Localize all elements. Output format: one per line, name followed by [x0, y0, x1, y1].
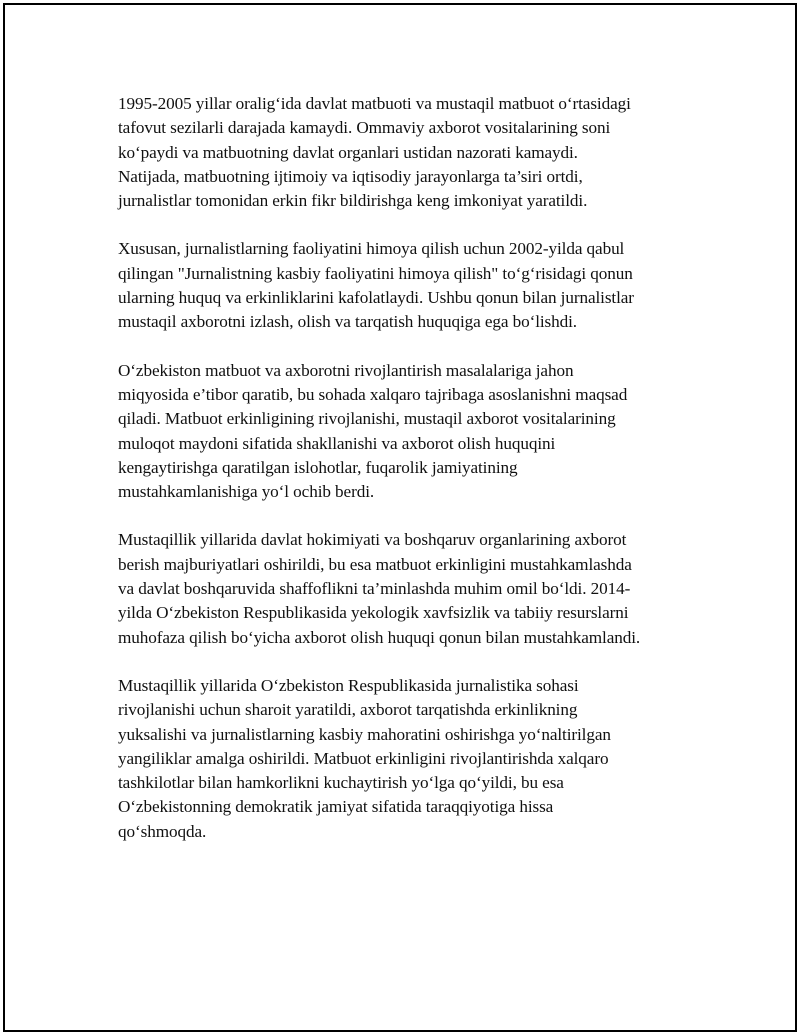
text-line: 1995-2005 yillar oralig‘ida davlat matbuoti va mustaqil matbuot o‘rtasidagi [118, 94, 631, 113]
text-line: yilda O‘zbekiston Respublikasida yekologik xavfsizlik va tabiiy resurslarni [118, 603, 629, 623]
text-line: tafovut sezilarli darajada kamaydi. Ommaviy axborot vositalarining soni [118, 118, 611, 138]
text-line: tashkilotlar bilan hamkorlikni kuchaytirish yo‘lga qo‘yildi, bu esa [118, 773, 564, 793]
text-line: qiladi. Matbuot erkinligining rivojlanishi, mustaqil axborot vositalarining [118, 409, 616, 429]
text-line: Xususan, jurnalistlarning faoliyatini himoya qilish uchun 2002-yilda qabul [118, 239, 625, 259]
text-line: ko‘paydi va matbuotning davlat organlari ustidan nazorati kamaydi. [118, 142, 578, 162]
text-line: yangiliklar amalga oshirildi. Matbuot erkinligini rivojlantirishda xalqaro [118, 748, 609, 768]
text-line: mustahkamlanishiga yo‘l ochib berdi. [118, 482, 375, 502]
text-line: kengaytirishga qaratilgan islohotlar, fuqarolik jamiyatining [118, 457, 518, 477]
text-line: muhofaza qilish bo‘yicha axborot olish huquqi qonun bilan mustahkamlandi. [118, 627, 641, 647]
text-line: jurnalistlar tomonidan erkin fikr bildirishga keng imkoniyat yaratildi. [118, 191, 588, 211]
paragraph-4 [118, 528, 688, 649]
text-line: mustaqil axborotni izlash, olish va tarqatish huquqiga ega bo‘lishdi. [118, 312, 577, 332]
paragraph-2 [118, 237, 688, 334]
text-line: va davlat boshqaruvida shaffoflikni ta’minlashda muhim omil bo‘ldi. 2014- [118, 579, 631, 599]
text-line: Mustaqillik yillarida O‘zbekiston Respublikasida jurnalistika sohasi [118, 675, 579, 695]
text-line: qilingan "Jurnalistning kasbiy faoliyatini himoya qilish" to‘g‘risidagi qonun [118, 263, 633, 283]
text-line: ularning huquq va erkinliklarini kafolatlaydi. Ushbu qonun bilan jurnalistlar [118, 288, 634, 308]
text-line: berish majburiyatlari oshirildi, bu esa matbuot erkinligini mustahkamlashda [118, 554, 632, 574]
text-line: miqyosida e’tibor qaratib, bu sohada xalqaro tajribaga asoslanishni maqsad [118, 384, 628, 404]
text-line: Mustaqillik yillarida davlat hokimiyati va boshqaruv organlarining axborot [118, 530, 627, 550]
text-line: Natijada, matbuotning ijtimoiy va iqtisodiy jarayonlarga ta’siri ortdi, [118, 166, 583, 186]
text-line: yuksalishi va jurnalistlarning kasbiy mahoratini oshirishga yo‘naltirilgan [118, 724, 611, 744]
paragraph-3 [118, 359, 688, 505]
text-line: qo‘shmoqda. [118, 821, 207, 841]
document-body [118, 92, 688, 868]
paragraph-1 [118, 92, 688, 213]
text-line: muloqot maydoni sifatida shakllanishi va axborot olish huquqini [118, 433, 556, 453]
text-line: rivojlanishi uchun sharoit yaratildi, axborot tarqatishda erkinlikning [118, 700, 578, 720]
paragraph-5 [118, 674, 688, 844]
text-line: O‘zbekistonning demokratik jamiyat sifatida taraqqiyotiga hissa [118, 797, 554, 817]
text-line: O‘zbekiston matbuot va axborotni rivojlantirish masalalariga jahon [118, 360, 574, 380]
